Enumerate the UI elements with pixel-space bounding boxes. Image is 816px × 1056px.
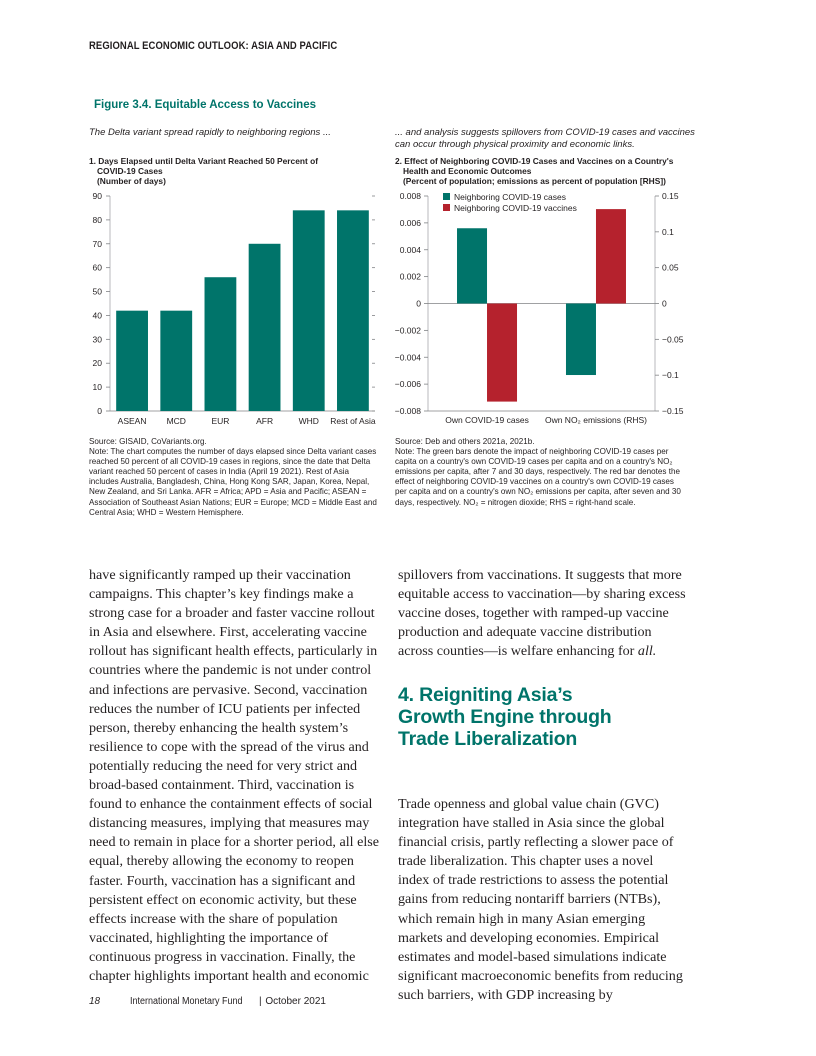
body-right-paragraph1-text: spillovers from vaccinations. It suggests that more equitable access to vaccination—by sharing excess vaccine doses, together with ramped-up vaccine production and adequate vaccine distribution across counties—is welfare enhancing for (398, 567, 686, 660)
bar-rest-of-asia (337, 210, 369, 411)
footer-date: October 2021 (265, 996, 326, 1007)
bar-eur (205, 277, 237, 411)
running-header: REGIONAL ECONOMIC OUTLOOK: ASIA AND PACIFIC (89, 40, 338, 52)
right-note-line: days, respectively. NO₂ = nitrogen dioxide; RHS = right-hand scale. (395, 497, 636, 507)
right-note-line: per capita and on a country's own NO₂ emissions per capita, after seven and 30 (395, 487, 681, 497)
y-tick-label: 80 (92, 214, 102, 225)
body-right-paragraph1-emphasis: all. (637, 643, 657, 660)
left-tick-label: 0.002 (399, 271, 421, 282)
figure-title: Figure 3.4. Equitable Access to Vaccines (94, 99, 316, 111)
page-number: 18 (89, 996, 101, 1007)
right-tick-label: 0.1 (662, 226, 674, 237)
body-right-bottom (398, 795, 688, 1005)
chart-days-elapsed (80, 186, 385, 431)
x-tick-label: AFR (256, 416, 274, 426)
chart-neighboring-effects (388, 186, 718, 431)
left-tick-label: −0.008 (394, 406, 421, 416)
left-note-line: Central Asia; WHD = Western Hemisphere. (89, 507, 244, 517)
left-source: Source: GISAID, CoVariants.org. (89, 437, 207, 446)
bar-vaccines-0 (487, 304, 517, 402)
right-note-line: Note: The green bars denote the impact of neighboring COVID-19 cases per (395, 447, 669, 457)
left-tick-label: 0.008 (399, 191, 421, 201)
x-tick-label: ASEAN (117, 416, 147, 426)
x-tick-label: MCD (166, 416, 186, 426)
bar-cases-1 (566, 304, 596, 376)
y-tick-label: 60 (92, 262, 102, 273)
panel2-title-line2: Health and Economic Outcomes (403, 166, 532, 176)
left-tick-label: −0.004 (394, 352, 421, 363)
panel1-title-line2: COVID-19 Cases (97, 166, 163, 176)
section-heading-line1: 4. Reigniting Asia’s (398, 684, 573, 706)
bar-whd (293, 210, 325, 411)
section-heading (398, 684, 698, 750)
right-tick-label: 0 (662, 298, 667, 309)
panel1-title-line3: (Number of days) (97, 176, 166, 186)
y-tick-label: 0 (97, 406, 102, 416)
left-note (89, 447, 394, 518)
left-tick-label: −0.006 (394, 379, 421, 390)
left-note-line: Note: The chart computes the number of days elapsed since Delta variant cases (89, 447, 377, 457)
right-subtitle-line2: can occur through physical proximity and economic links. (395, 138, 635, 150)
panel2-title-line3: (Percent of population; emissions as percent of population [RHS]) (403, 176, 666, 186)
right-panel-subtitle (395, 127, 705, 150)
section-heading-line3: Trade Liberalization (398, 728, 578, 750)
body-right-paragraph1 (398, 566, 688, 661)
legend-swatch (443, 193, 450, 200)
panel2-title-line1: 2. Effect of Neighboring COVID-19 Cases and Vaccines on a Country's (395, 156, 674, 166)
left-figure-notes (89, 437, 394, 518)
panel1-title (89, 156, 389, 186)
x-tick-label: Own NO₂ emissions (RHS) (544, 415, 647, 425)
x-tick-label: EUR (211, 416, 230, 426)
x-tick-label: Rest of Asia (330, 416, 376, 426)
y-tick-label: 90 (92, 191, 102, 201)
right-note-line: emissions per capita, after 7 and 30 days, respectively. The red bar denotes the (395, 467, 680, 477)
body-left-column (89, 566, 379, 986)
y-tick-label: 70 (92, 238, 102, 249)
left-note-line: Association of Southeast Asian Nations; EUR = Europe; MCD = Middle East and (89, 497, 377, 507)
page-footer (89, 996, 326, 1007)
panel1-title-line1: 1. Days Elapsed until Delta Variant Reached 50 Percent of (89, 156, 319, 166)
x-tick-label: Own COVID-19 cases (445, 415, 529, 425)
left-panel-subtitle: The Delta variant spread rapidly to neighboring regions ... (89, 127, 331, 138)
bar-cases-0 (457, 228, 487, 303)
right-subtitle-line1: ... and analysis suggests spillovers from COVID-19 cases and vaccines (395, 127, 695, 138)
right-note (395, 447, 705, 508)
x-tick-label: WHD (298, 416, 319, 426)
footer-publisher: International Monetary Fund (130, 996, 243, 1007)
right-tick-label: −0.15 (662, 406, 684, 416)
right-tick-label: −0.1 (662, 370, 679, 381)
bar-afr (249, 244, 281, 411)
y-tick-label: 40 (92, 310, 102, 321)
bar-asean (116, 311, 148, 411)
left-note-line: variant reached 50 percent of cases in India (April 19 2021). Rest of Asia (89, 467, 350, 477)
legend-label: Neighboring COVID-19 vaccines (454, 203, 577, 213)
left-note-line: New Zealand, and Sri Lanka. AFR = Africa; APD = Asia and Pacific; ASEAN = (89, 487, 367, 497)
body-right-top (398, 566, 688, 661)
body-right-paragraph2: Trade openness and global value chain (GVC) integration have stalled in Asia since the global financial crisis, partly reflecting a slower pace of trade liberalization. This chapter uses a novel index of trade restrictions to assess the potential gains from reducing nontariff barriers (NTBs), which remain high in many Asian emerging markets and developing economies. Empirical estimates and model-based simulations indicate significant macroeconomic benefits from reducing such barriers, with GDP increasing by (398, 796, 683, 1003)
right-tick-label: −0.05 (662, 334, 684, 345)
bar-mcd (160, 311, 192, 411)
left-tick-label: 0.006 (399, 217, 421, 228)
right-tick-label: 0.15 (662, 191, 679, 201)
y-tick-label: 30 (92, 334, 102, 345)
right-source: Source: Deb and others 2021a, 2021b. (395, 437, 535, 446)
legend-swatch (443, 204, 450, 211)
y-tick-label: 20 (92, 358, 102, 369)
footer-separator: | (258, 996, 262, 1007)
left-note-line: reached 50 percent of all COVID-19 cases in regions, since the date that Delta (89, 457, 371, 467)
right-tick-label: 0.05 (662, 262, 679, 273)
left-tick-label: 0.004 (399, 244, 421, 255)
right-note-line: capita on a country's own COVID-19 cases per capita and on a country's NO₂ (395, 457, 673, 467)
left-tick-label: 0 (416, 298, 421, 309)
right-figure-notes (395, 437, 705, 508)
left-note-line: includes Australia, Bangladesh, China, Hong Kong SAR, Japan, Korea, Nepal, (89, 477, 370, 487)
section-heading-line2: Growth Engine through (398, 706, 612, 728)
bar-vaccines-1 (596, 209, 626, 303)
right-note-line: effect of neighboring COVID-19 vaccines on a country's own COVID-19 cases (395, 477, 674, 487)
y-tick-label: 10 (92, 382, 102, 393)
legend-label: Neighboring COVID-19 cases (454, 192, 566, 202)
y-tick-label: 50 (92, 286, 102, 297)
panel2-title (395, 156, 705, 186)
left-tick-label: −0.002 (394, 325, 421, 336)
body-left-paragraph: have significantly ramped up their vaccination campaigns. This chapter’s key findings make a strong case for a broader and faster vaccine rollout in Asia and elsewhere. First, accelerating vaccine rollout has significant health effects, particularly in countries where the pandemic is not under control and infections are pervasive. Second, vaccination reduces the number of ICU patients per infected person, thereby enhancing the health system’s resilience to cope with the spread of the virus and potentially reducing the need for very strict and broad-based containment. Third, vaccination is found to enhance the containment effects of social distancing measures, implying that measures may need to remain in place for a shorter period, all else equal, thereby allowing the economy to reopen faster. Fourth, vaccination has a significant and persistent effect on economic activity, but these effects increase with the share of population vaccinated, highlighting the importance of continuous progress in vaccination. Finally, the chapter highlights important health and economic (89, 567, 379, 984)
